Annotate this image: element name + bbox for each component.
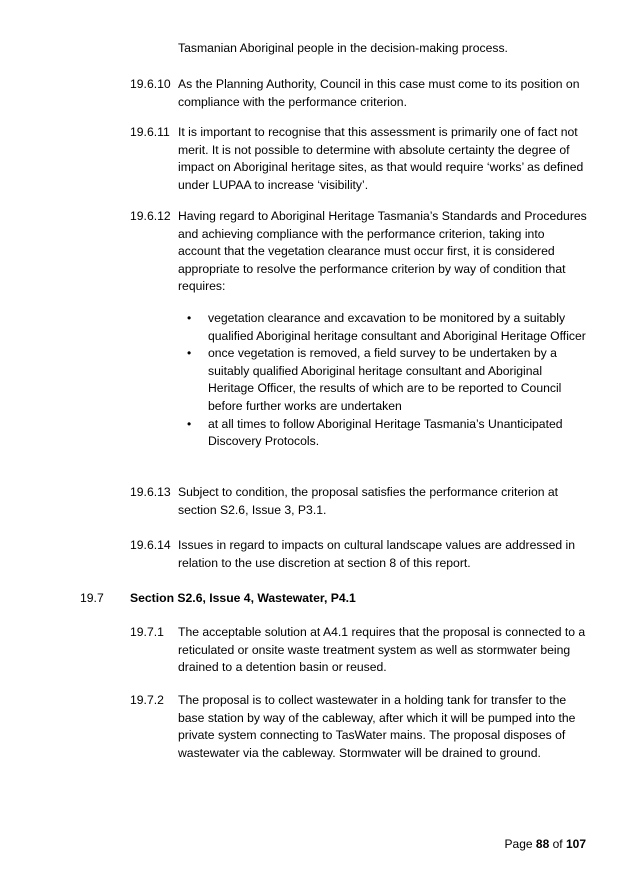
list-item	[178, 345, 590, 415]
paragraph-text: It is important to recognise that this assessment is primarily one of fact not merit. It is not possible to determine with absolute certainty the degree of impact on Aboriginal heritage sites, as that would require ‘works’ as defined under LUPAA to increase ‘visibility’.	[178, 125, 584, 192]
paragraph-text: Subject to condition, the proposal satisfies the performance criterion at section S2.6, Issue 3, P3.1.	[178, 485, 559, 517]
bullet-icon: •	[187, 416, 192, 431]
paragraph-19-6-13	[130, 484, 590, 519]
paragraph-number: 19.6.13	[130, 485, 171, 499]
paragraph-number: 19.6.10	[130, 77, 171, 91]
page-of-label: of	[552, 837, 563, 851]
total-pages-number: 107	[565, 837, 586, 851]
section-number: 19.7	[80, 591, 104, 605]
paragraph-19-6-12	[130, 208, 590, 296]
list-item-text: once vegetation is removed, a field survey to be undertaken by a suitably qualified Aboriginal heritage consultant and Aboriginal Heritage Officer, the results of which are to be reported to Council before further works are undertaken	[208, 346, 562, 413]
paragraph-text: Issues in regard to impacts on cultural landscape values are addressed in relation to the use discretion at section 8 of this report.	[178, 538, 575, 570]
paragraph-19-7-2	[130, 692, 590, 762]
paragraph-19-6-14	[130, 537, 590, 572]
list-item-text: at all times to follow Aboriginal Heritage Tasmania’s Unanticipated Discovery Protocols.	[208, 416, 563, 449]
paragraph-19-6-11	[130, 124, 590, 194]
list-item	[178, 416, 590, 451]
page-label: Page	[504, 837, 533, 851]
paragraph-text: Having regard to Aboriginal Heritage Tasmania’s Standards and Procedures and achieving compliance with the performance criterion, taking into account that the vegetation clearance must occur first, it is considered appropriate to resolve the performance criterion by way of condition that requires:	[178, 209, 587, 294]
paragraph-number: 19.6.12	[130, 209, 171, 223]
section-heading	[80, 590, 590, 608]
paragraph-text: The proposal is to collect wastewater in a holding tank for transfer to the base station by way of the cableway, after which it will be pumped into the private system connecting to TasWater mains. The proposal disposes of wastewater via the cableway. Stormwater will be drained to ground.	[178, 693, 576, 760]
paragraph-number: 19.7.2	[130, 693, 164, 707]
list-item	[178, 310, 590, 345]
continuation-text: Tasmanian Aboriginal people in the decision-making process.	[178, 41, 508, 55]
section-title: Section S2.6, Issue 4, Wastewater, P4.1	[130, 591, 356, 605]
condition-bullet-list	[178, 310, 590, 451]
paragraph-number: 19.6.11	[130, 125, 170, 139]
paragraph-number: 19.6.14	[130, 538, 171, 552]
paragraph-text: The acceptable solution at A4.1 requires that the proposal is connected to a reticulated or onsite waste treatment system as well as stormwater being drained to a detention basin or reused.	[178, 625, 586, 675]
list-item-text: vegetation clearance and excavation to be monitored by a suitably qualified Aboriginal heritage consultant and Aboriginal Heritage Officer	[208, 311, 586, 343]
paragraph-19-6-10	[130, 76, 590, 111]
paragraph-text: As the Planning Authority, Council in this case must come to its position on compliance with the performance criterion.	[178, 77, 580, 109]
current-page-number: 88	[535, 837, 550, 851]
bullet-icon: •	[187, 311, 192, 325]
bullet-icon: •	[187, 346, 192, 361]
paragraph-number: 19.7.1	[130, 625, 164, 639]
page-number-footer	[505, 836, 586, 854]
paragraph-19-7-1	[130, 624, 590, 677]
